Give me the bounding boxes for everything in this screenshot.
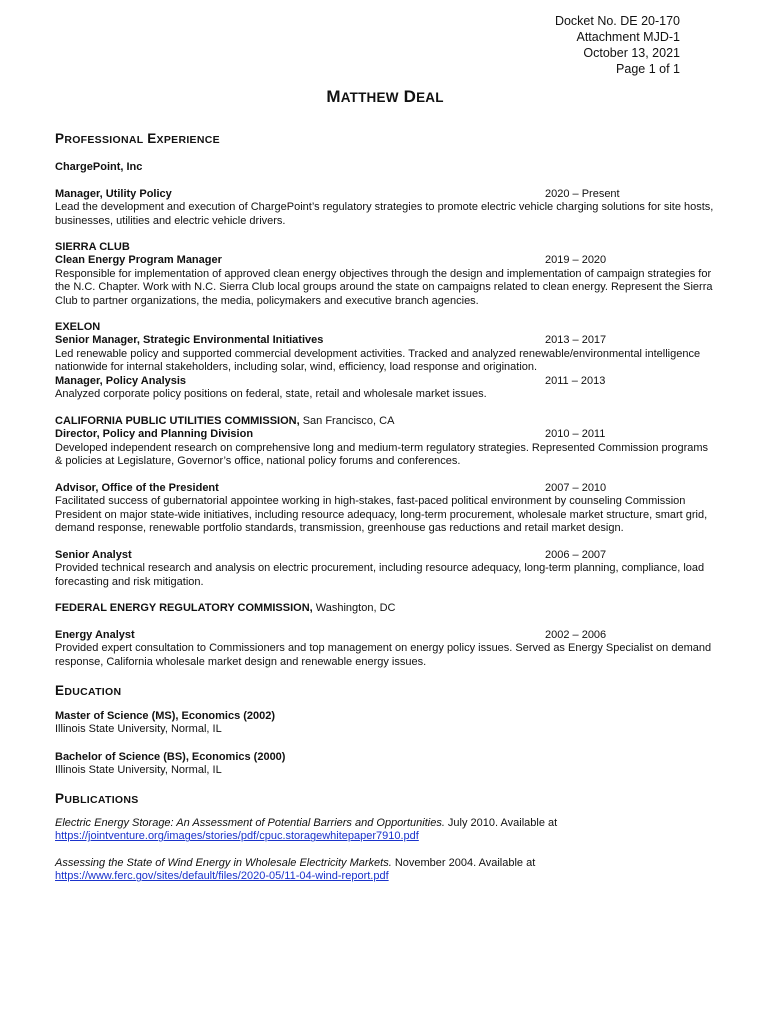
docket-header (555, 13, 680, 77)
job-title: Director, Policy and Planning Division (55, 428, 254, 441)
job-description: Facilitated success of gubernatorial appointee working in high-stakes, fast-paced political environment by counseling Commission President on major state-wide initiatives, including resource adequacy, long-term procurement, wholesale market structure, smart grid, demand response, renewable portfolio standards, transmission, greenhouse gas reductions and retail market design. (55, 495, 708, 535)
section-title-experience: PROFESSIONAL EXPERIENCE (55, 131, 220, 146)
org-location: San Francisco, CA (299, 415, 395, 427)
page-number: Page 1 of 1 (616, 62, 680, 76)
school-name: Illinois State University, Normal, IL (55, 723, 222, 736)
document-date: October 13, 2021 (583, 46, 680, 60)
org-name: CALIFORNIA PUBLIC UTILITIES COMMISSION, (55, 415, 300, 427)
job-dates: 2007 – 2010 (545, 482, 607, 495)
org-name: EXELON (55, 321, 101, 333)
publication-title: Assessing the State of Wind Energy in Wholesale Electricity Markets. (55, 857, 392, 869)
job-description: Lead the development and execution of ChargePoint’s regulatory strategies to promote electric vehicle charging solutions for site hosts, businesses, utilities and electric vehicle drivers. (55, 201, 714, 227)
job-description: Developed independent research on comprehensive long and medium-term regulatory strategies. Represented Commission programs & policies at Legislature, Governor’s office, national policy forums and conferences. (55, 441, 709, 468)
job-dates: 2020 – Present (545, 187, 620, 200)
docket-number: Docket No. DE 20-170 (554, 14, 680, 28)
job-dates: 2002 – 2006 (545, 628, 607, 641)
publication-link[interactable]: https://www.ferc.gov/sites/default/files/2020-05/11-04-wind-report.pdf (55, 870, 389, 883)
org-name: ChargePoint, Inc (55, 161, 143, 173)
job-title: Advisor, Office of the President (55, 482, 219, 495)
experience-exelon (55, 321, 715, 401)
job-dates: 2006 – 2007 (545, 549, 607, 562)
section-title-education: EDUCATION (55, 683, 122, 698)
job-title: Senior Analyst (55, 549, 132, 562)
publication-link[interactable]: https://jointventure.org/images/stories/pdf/cpuc.storagewhitepaper7910.pdf (55, 830, 419, 843)
job-description: Provided technical research and analysis on electric procurement, including resource adequacy, long-term planning, compliance, load forecasting and risk mitigation. (55, 562, 705, 588)
job-row (55, 375, 715, 388)
school-name: Illinois State University, Normal, IL (55, 764, 222, 777)
education-item (55, 710, 715, 737)
org-location: Washington, DC (312, 602, 396, 614)
job-row (55, 254, 715, 267)
job-title: Manager, Utility Policy (55, 187, 172, 200)
experience-chargepoint (55, 161, 715, 228)
job-title: Clean Energy Program Manager (55, 254, 222, 267)
job-row (55, 629, 715, 642)
experience-sierra-club (55, 241, 715, 308)
job-dates: 2011 – 2013 (545, 374, 606, 387)
publication-note: November 2004. Available at (391, 857, 536, 869)
experience-ferc (55, 602, 715, 669)
job-title: Energy Analyst (55, 628, 135, 641)
attachment-label: Attachment MJD-1 (576, 30, 680, 44)
publication-item (55, 817, 715, 844)
job-row (55, 482, 715, 495)
job-title: Manager, Policy Analysis (55, 374, 187, 387)
education-item (55, 751, 715, 778)
job-row (55, 428, 715, 441)
job-row (55, 188, 715, 201)
job-description: Responsible for implementation of approved clean energy objectives through the design and implementation of campaign strategies for the N.C. Chapter. Work with N.C. Sierra Club local groups around the state on campaigns related to clean energy. Represent the Sierra Club to partner organizations, the media, policymakers and executive branch agencies. (55, 267, 713, 307)
section-title-publications: PUBLICATIONS (55, 791, 139, 806)
job-description: Provided expert consultation to Commissioners and top management on energy policy issues. Served as Energy Specialist on demand response, California wholesale market design and renewable energy issues. (55, 642, 712, 668)
job-dates: 2019 – 2020 (545, 254, 607, 267)
degree-title: Bachelor of Science (BS), Economics (2000) (55, 751, 286, 763)
job-description: Led renewable policy and supported commercial development activities. Tracked and analyzed renewable/environmental intelligence nationwide for internal stakeholders, including solar, wind, efficiency, load response and origination. (55, 347, 701, 374)
person-name: MATTHEW DEAL (326, 87, 444, 106)
job-row (55, 549, 715, 562)
experience-cpuc (55, 415, 715, 589)
publication-title: Electric Energy Storage: An Assessment of Potential Barriers and Opportunities. (55, 817, 445, 829)
publication-note: July 2010. Available at (444, 817, 558, 829)
org-name: SIERRA CLUB (55, 241, 130, 253)
job-dates: 2010 – 2011 (545, 428, 606, 441)
publication-item (55, 857, 715, 884)
job-description: Analyzed corporate policy positions on federal, state, retail and wholesale market issues. (55, 388, 487, 401)
job-dates: 2013 – 2017 (545, 334, 607, 347)
degree-title: Master of Science (MS), Economics (2002) (55, 710, 276, 722)
org-name: FEDERAL ENERGY REGULATORY COMMISSION, (55, 602, 313, 614)
job-row (55, 334, 715, 347)
job-title: Senior Manager, Strategic Environmental Initiatives (55, 334, 324, 347)
